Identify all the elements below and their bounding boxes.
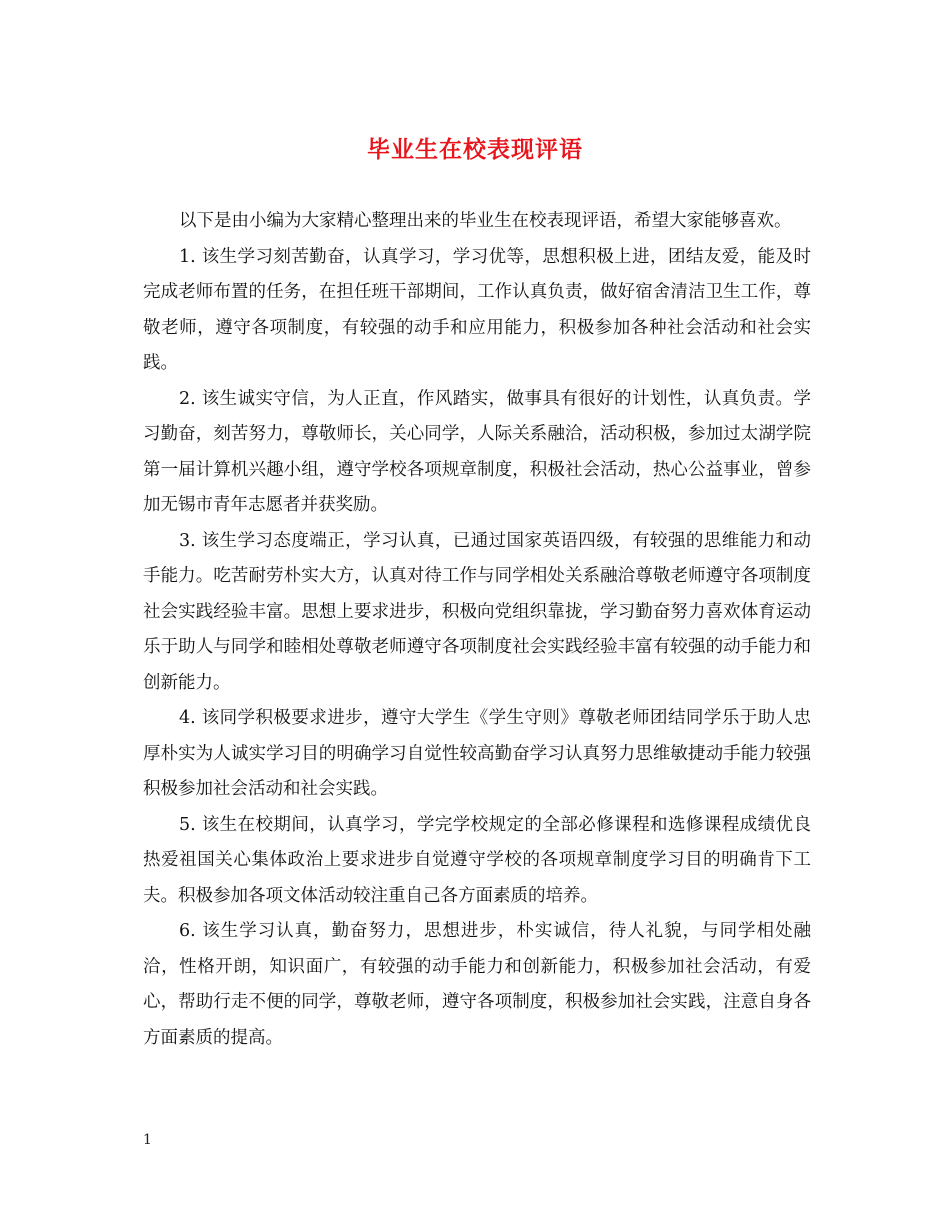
comment-paragraph-4: 4. 该同学积极要求进步，遵守大学生《学生守则》尊敬老师团结同学乐于助人忠厚朴实为人诚实学习目的明确学习自觉性较高勤奋学习认真努力思维敏捷动手能力较强积极参加社会活动和社会实践。 — [143, 708, 811, 799]
comment-paragraph-3: 3. 该生学习态度端正，学习认真，已通过国家英语四级，有较强的思维能力和动手能力。吃苦耐劳朴实大方，认真对待工作与同学相处关系融洽尊敬老师遵守各项制度社会实践经验丰富。思想上要求进步，积极向党组织靠拢，学习勤奋努力喜欢体育运动乐于助人与同学和睦相处尊敬老师遵守各项制度社会实践经验丰富有较强的动手能力和创新能力。 — [143, 530, 811, 693]
document-title: 毕业生在校表现评语 — [367, 136, 583, 163]
document-body — [143, 204, 811, 1056]
intro-paragraph: 以下是由小编为大家精心整理出来的毕业生在校表现评语，希望大家能够喜欢。 — [179, 211, 792, 231]
comment-paragraph-1: 1. 该生学习刻苦勤奋，认真学习，学习优等，思想积极上进，团结友爱，能及时完成老师布置的任务，在担任班干部期间，工作认真负责，做好宿舍清洁卫生工作，尊敬老师，遵守各项制度，有较强的动手和应用能力，积极参加各种社会活动和社会实践。 — [143, 246, 811, 373]
comment-paragraph-6: 6. 该生学习认真，勤奋努力，思想进步，朴实诚信，待人礼貌，与同学相处融洽，性格开朗，知识面广，有较强的动手能力和创新能力，积极参加社会活动，有爱心，帮助行走不便的同学，尊敬老师，遵守各项制度，积极参加社会实践，注意自身各方面素质的提高。 — [143, 921, 811, 1048]
comment-paragraph-2: 2. 该生诚实守信，为人正直，作风踏实，做事具有很好的计划性，认真负责。学习勤奋，刻苦努力，尊敬师长，关心同学，人际关系融洽，活动积极，参加过太湖学院第一届计算机兴趣小组，遵守学校各项规章制度，积极社会活动，热心公益事业，曾参加无锡市青年志愿者并获奖励。 — [143, 388, 811, 515]
page-number: 1 — [143, 1132, 152, 1148]
comment-paragraph-5: 5. 该生在校期间，认真学习，学完学校规定的全部必修课程和选修课程成绩优良热爱祖国关心集体政治上要求进步自觉遵守学校的各项规章制度学习目的明确肯下工夫。积极参加各项文体活动较注重自己各方面素质的培养。 — [143, 814, 811, 906]
